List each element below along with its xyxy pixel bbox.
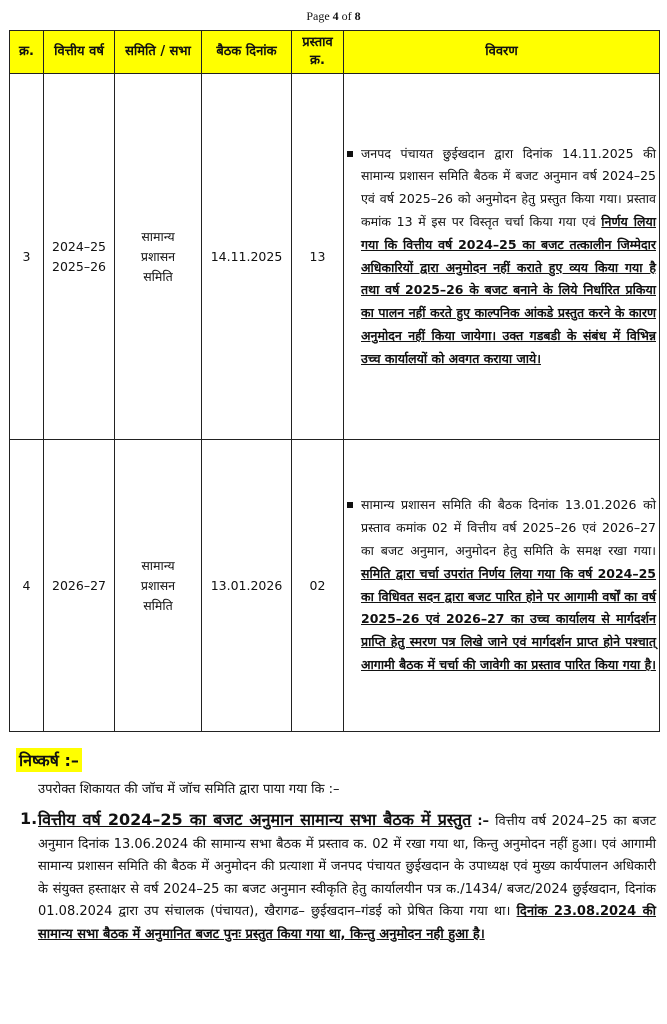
point-body-emphasis: दिनांक 23.08.2024 की सामान्य सभा बैठक में अनुमानित बजट पुनः प्रस्तुत किया गया था, किन्तु अनुमोदन नही हुआ है। xyxy=(38,904,656,942)
page-number: Page 4 of 8 xyxy=(306,9,361,23)
budget-proceedings-table xyxy=(9,30,660,732)
financial-year-cell: 2024–25 2025–26 xyxy=(44,74,115,440)
details-decision-text: समिति द्वारा चर्चा उपरांत निर्णय लिया गया कि वर्ष 2024–25 का विधिवत सदन द्वारा बजट पारित होने पर आगामी वर्षों का वर्ष 2025–26 एवं 2026–27 का उच्च कार्यालय से मार्गदर्शन प्राप्ति हेतु स्मरण पत्र लिखे जाने एवं मार्गदर्शन प्राप्त होने पश्चात् आगामी बैठक में चर्चा की जावेगी का प्रस्ताव पारित किया गया है। xyxy=(361,565,656,672)
header-details: विवरण xyxy=(344,31,660,74)
committee-cell: सामान्य प्रशासन समिति xyxy=(115,440,202,732)
conclusion-intro: उपरोक्त शिकायत की जॉच में जॉच समिति द्वारा पाया गया कि :– xyxy=(38,782,340,797)
table-row xyxy=(10,440,660,732)
details-cell xyxy=(344,440,660,732)
conclusion-section xyxy=(16,748,656,946)
point-body-text: वित्तीय वर्ष 2024–25 का बजट अनुमान दिनांक 13.06.2024 की सामान्य सभा बैठक में प्रस्ताव क. 02 में रखा गया था, किन्तु अनुमोदन नहीं हुआ। एवं आगामी सामान्य प्रशासन समिति की बैठक में अनुमोदन की प्रत्याशा में जनपद पंचायत छुईखदान के उपाध्यक्ष एवं मुख्य कार्यपालन अधिकारी के संयुक्त हस्ताक्षर से वर्ष 2024–25 का बजट अनुमान स्वीकृति हेतु कार्यालयीन पत्र क./1434/ बजट/2024 छुईखदान, दिनांक 01.08.2024 द्वारा उप संचालक (पंचायत), खैरागढ– छुईखदान–गंडई को प्रेषित किया गया था। xyxy=(38,814,656,919)
header-meeting-date: बैठक दिनांक xyxy=(202,31,292,74)
details-decision-text: निर्णय लिया गया कि वित्तीय वर्ष 2024–25 का बजट तत्कालीन जिम्मेदार अधिकारियों द्वारा अनुमोदन नहीं कराते हुए व्यय किया गया है तथा वर्ष 2025–26 के बजट बनाने के लिये निर्धारित प्रकिया का पालन नहीं करते हुए काल्पनिक आंकडे प्रस्तुत करने के कारण अनुमोदन नहीं किया जायेगा। उक्त गडबडी के संबंध में विभिन्न उच्च कार्यालयों को अवगत कराया जाये। xyxy=(361,213,657,366)
proposal-no-cell: 13 xyxy=(292,74,344,440)
serial-cell: 3 xyxy=(10,74,44,440)
conclusion-heading: निष्कर्ष :– xyxy=(16,748,82,772)
serial-cell: 4 xyxy=(10,440,44,732)
meeting-date-cell: 14.11.2025 xyxy=(202,74,292,440)
meeting-date-cell: 13.01.2026 xyxy=(202,440,292,732)
proposal-no-cell: 02 xyxy=(292,440,344,732)
bullet-icon xyxy=(347,151,353,157)
bullet-icon xyxy=(347,502,353,508)
financial-year-cell: 2026–27 xyxy=(44,440,115,732)
details-text: जनपद पंचायत छुईखदान द्वारा दिनांक 14.11.2025 की सामान्य प्रशासन समिति बैठक में बजट अनुमान वर्ष 2024–25 एवं वर्ष 2025–26 को अनुमोदन हेतु प्रस्तुत किया गया। प्रस्ताव कमांक 13 में इस पर विस्तृत चर्चा किया गया एवं xyxy=(361,145,656,229)
details-text: सामान्य प्रशासन समिति की बैठक दिनांक 13.01.2026 को प्रस्ताव कमांक 02 में वित्तीय वर्ष 2025–26 एवं 2026–27 का बजट अनुमान, अनुमोदन हेतु समिति के समक्ष रखा गया। xyxy=(361,497,656,558)
header-financial-year: वित्तीय वर्ष xyxy=(44,31,115,74)
committee-cell: सामान्य प्रशासन समिति xyxy=(115,74,202,440)
table-header-row xyxy=(10,31,660,74)
header-serial: क्र. xyxy=(10,31,44,74)
details-cell xyxy=(344,74,660,440)
conclusion-point xyxy=(16,809,656,946)
header-proposal-no: प्रस्ताव क्र. xyxy=(292,31,344,74)
table-row xyxy=(10,74,660,440)
point-title-suffix: :– xyxy=(471,814,496,829)
point-number: 1. xyxy=(20,809,38,828)
header-committee: समिति / सभा xyxy=(115,31,202,74)
point-title: वित्तीय वर्ष 2024–25 का बजट अनुमान सामान्य सभा बैठक में प्रस्तुत xyxy=(38,810,472,829)
